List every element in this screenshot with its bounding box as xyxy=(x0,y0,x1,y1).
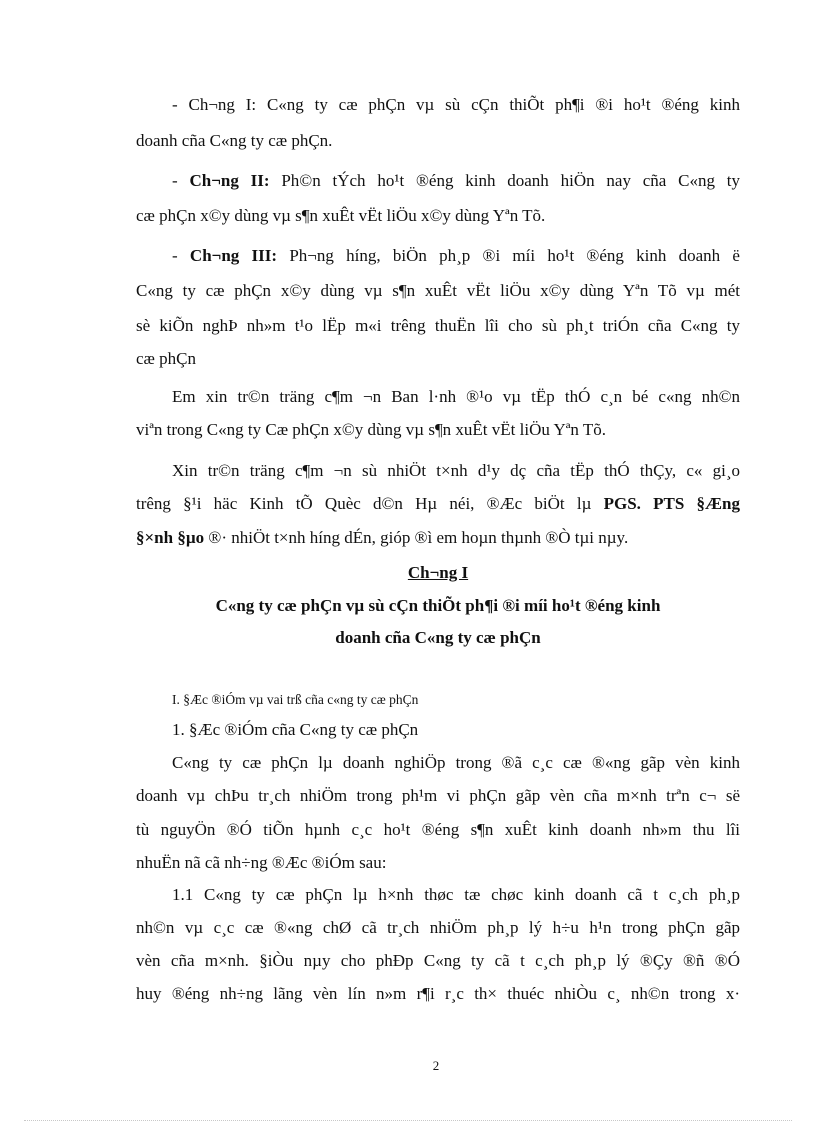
para1-line2: doanh vµ chÞu tr¸ch nhiÖm trong ph¹m vi phÇn gãp vèn cña m×nh trªn c¬ së xyxy=(136,786,740,805)
intro-ch3-line2: C«ng ty cæ phÇn x©y dùng vµ s¶n xuÊt vËt liÖu x©y dùng Yªn Tõ vµ mét xyxy=(136,281,740,300)
para2-line1: 1.1 C«ng ty cæ phÇn lµ h×nh thøc tæ chøc kinh doanh cã t c¸ch ph¸p xyxy=(172,885,740,904)
para1-line1: C«ng ty cæ phÇn lµ doanh nghiÖp trong ®ã c¸c cæ ®«ng gãp vèn kinh xyxy=(172,753,740,772)
intro-ch1-line1: - Ch¬ng I: C«ng ty cæ phÇn vµ sù cÇn thiÕt ph¶i ®i ho¹t ®éng kinh xyxy=(172,95,740,114)
chapter-label: Ch¬ng I xyxy=(407,563,469,582)
intro-ch2-line1: - Ch¬ng II: Ph©n tÝch ho¹t ®éng kinh doanh hiÖn nay cña C«ng ty xyxy=(172,171,741,190)
thanks-p1-line1: Em xin tr©n träng c¶m ¬n Ban l·nh ®¹o vµ tËp thÓ c¸n bé c«ng nh©n xyxy=(172,387,740,406)
intro-ch3-line1: - Ch¬ng III: Ph¬ng híng, biÖn ph¸p ®i míi ho¹t ®éng kinh doanh ë xyxy=(172,246,740,265)
thanks-p2-line1: Xin tr©n träng c¶m ¬n sù nhiÖt t×nh d¹y dç cña tËp thÓ thÇy, c« gi¸o xyxy=(172,461,740,480)
subsection-heading: 1. §Æc ®iÓm cña C«ng ty cæ phÇn xyxy=(172,720,419,739)
para2-line4: huy ®éng nh÷ng lãng vèn lín n»m r¶i r¸c th× thuéc nhiÒu c¸ nh©n trong x· xyxy=(136,984,740,1003)
para1-line4: nhuËn nã cã nh÷ng ®Æc ®iÓm sau: xyxy=(136,853,387,872)
para2-line2: nh©n vµ c¸c cæ ®«ng chØ cã tr¸ch nhiÖm ph¸p lý h÷u h¹n trong phÇn gãp xyxy=(136,918,740,937)
intro-ch3-line3: sè kiÕn nghÞ nh»m t¹o lËp m«i trêng thuËn lîi cho sù ph¸t triÓn cña C«ng ty xyxy=(136,316,740,335)
chapter-title-line2: doanh cña C«ng ty cæ phÇn xyxy=(335,628,541,647)
para2-line3: vèn cña m×nh. §iÒu nµy cho phÐp C«ng ty cã t c¸ch ph¸p lý ®Çy ®ñ ®Ó xyxy=(136,951,740,970)
chapter-title-line1: C«ng ty cæ phÇn vµ sù cÇn thiÕt ph¶i ®i míi ho¹t ®éng kinh xyxy=(215,596,661,615)
thanks-p2-line2: trêng §¹i häc Kinh tÕ Quèc d©n Hµ néi, ®Æc biÖt lµ PGS. PTS §Æng xyxy=(136,494,740,513)
intro-ch2-line2: cæ phÇn x©y dùng vµ s¶n xuÊt vËt liÖu x©y dùng Yªn Tõ. xyxy=(136,206,546,225)
intro-ch1-line2: doanh cña C«ng ty cæ phÇn. xyxy=(136,131,333,150)
page-number: 2 xyxy=(432,1058,440,1073)
intro-ch3-line4: cæ phÇn xyxy=(136,349,196,368)
para1-line3: tù nguyÖn ®Ó tiÕn hµnh c¸c ho¹t ®éng s¶n xuÊt kinh doanh nh»m thu lîi xyxy=(136,820,740,839)
page-bottom-border xyxy=(24,1120,792,1121)
thanks-p2-line3: §×nh §µo ®· nhiÖt t×nh híng dÉn, gióp ®ì em hoµn thµnh ®Ò tµi nµy. xyxy=(136,528,629,547)
thanks-p1-line2: viªn trong C«ng ty Cæ phÇn x©y dùng vµ s¶n xuÊt vËt liÖu Yªn Tõ. xyxy=(136,420,607,439)
section-heading: I. §Æc ®iÓm vµ vai trß cña c«ng ty cæ phÇn xyxy=(172,692,419,707)
